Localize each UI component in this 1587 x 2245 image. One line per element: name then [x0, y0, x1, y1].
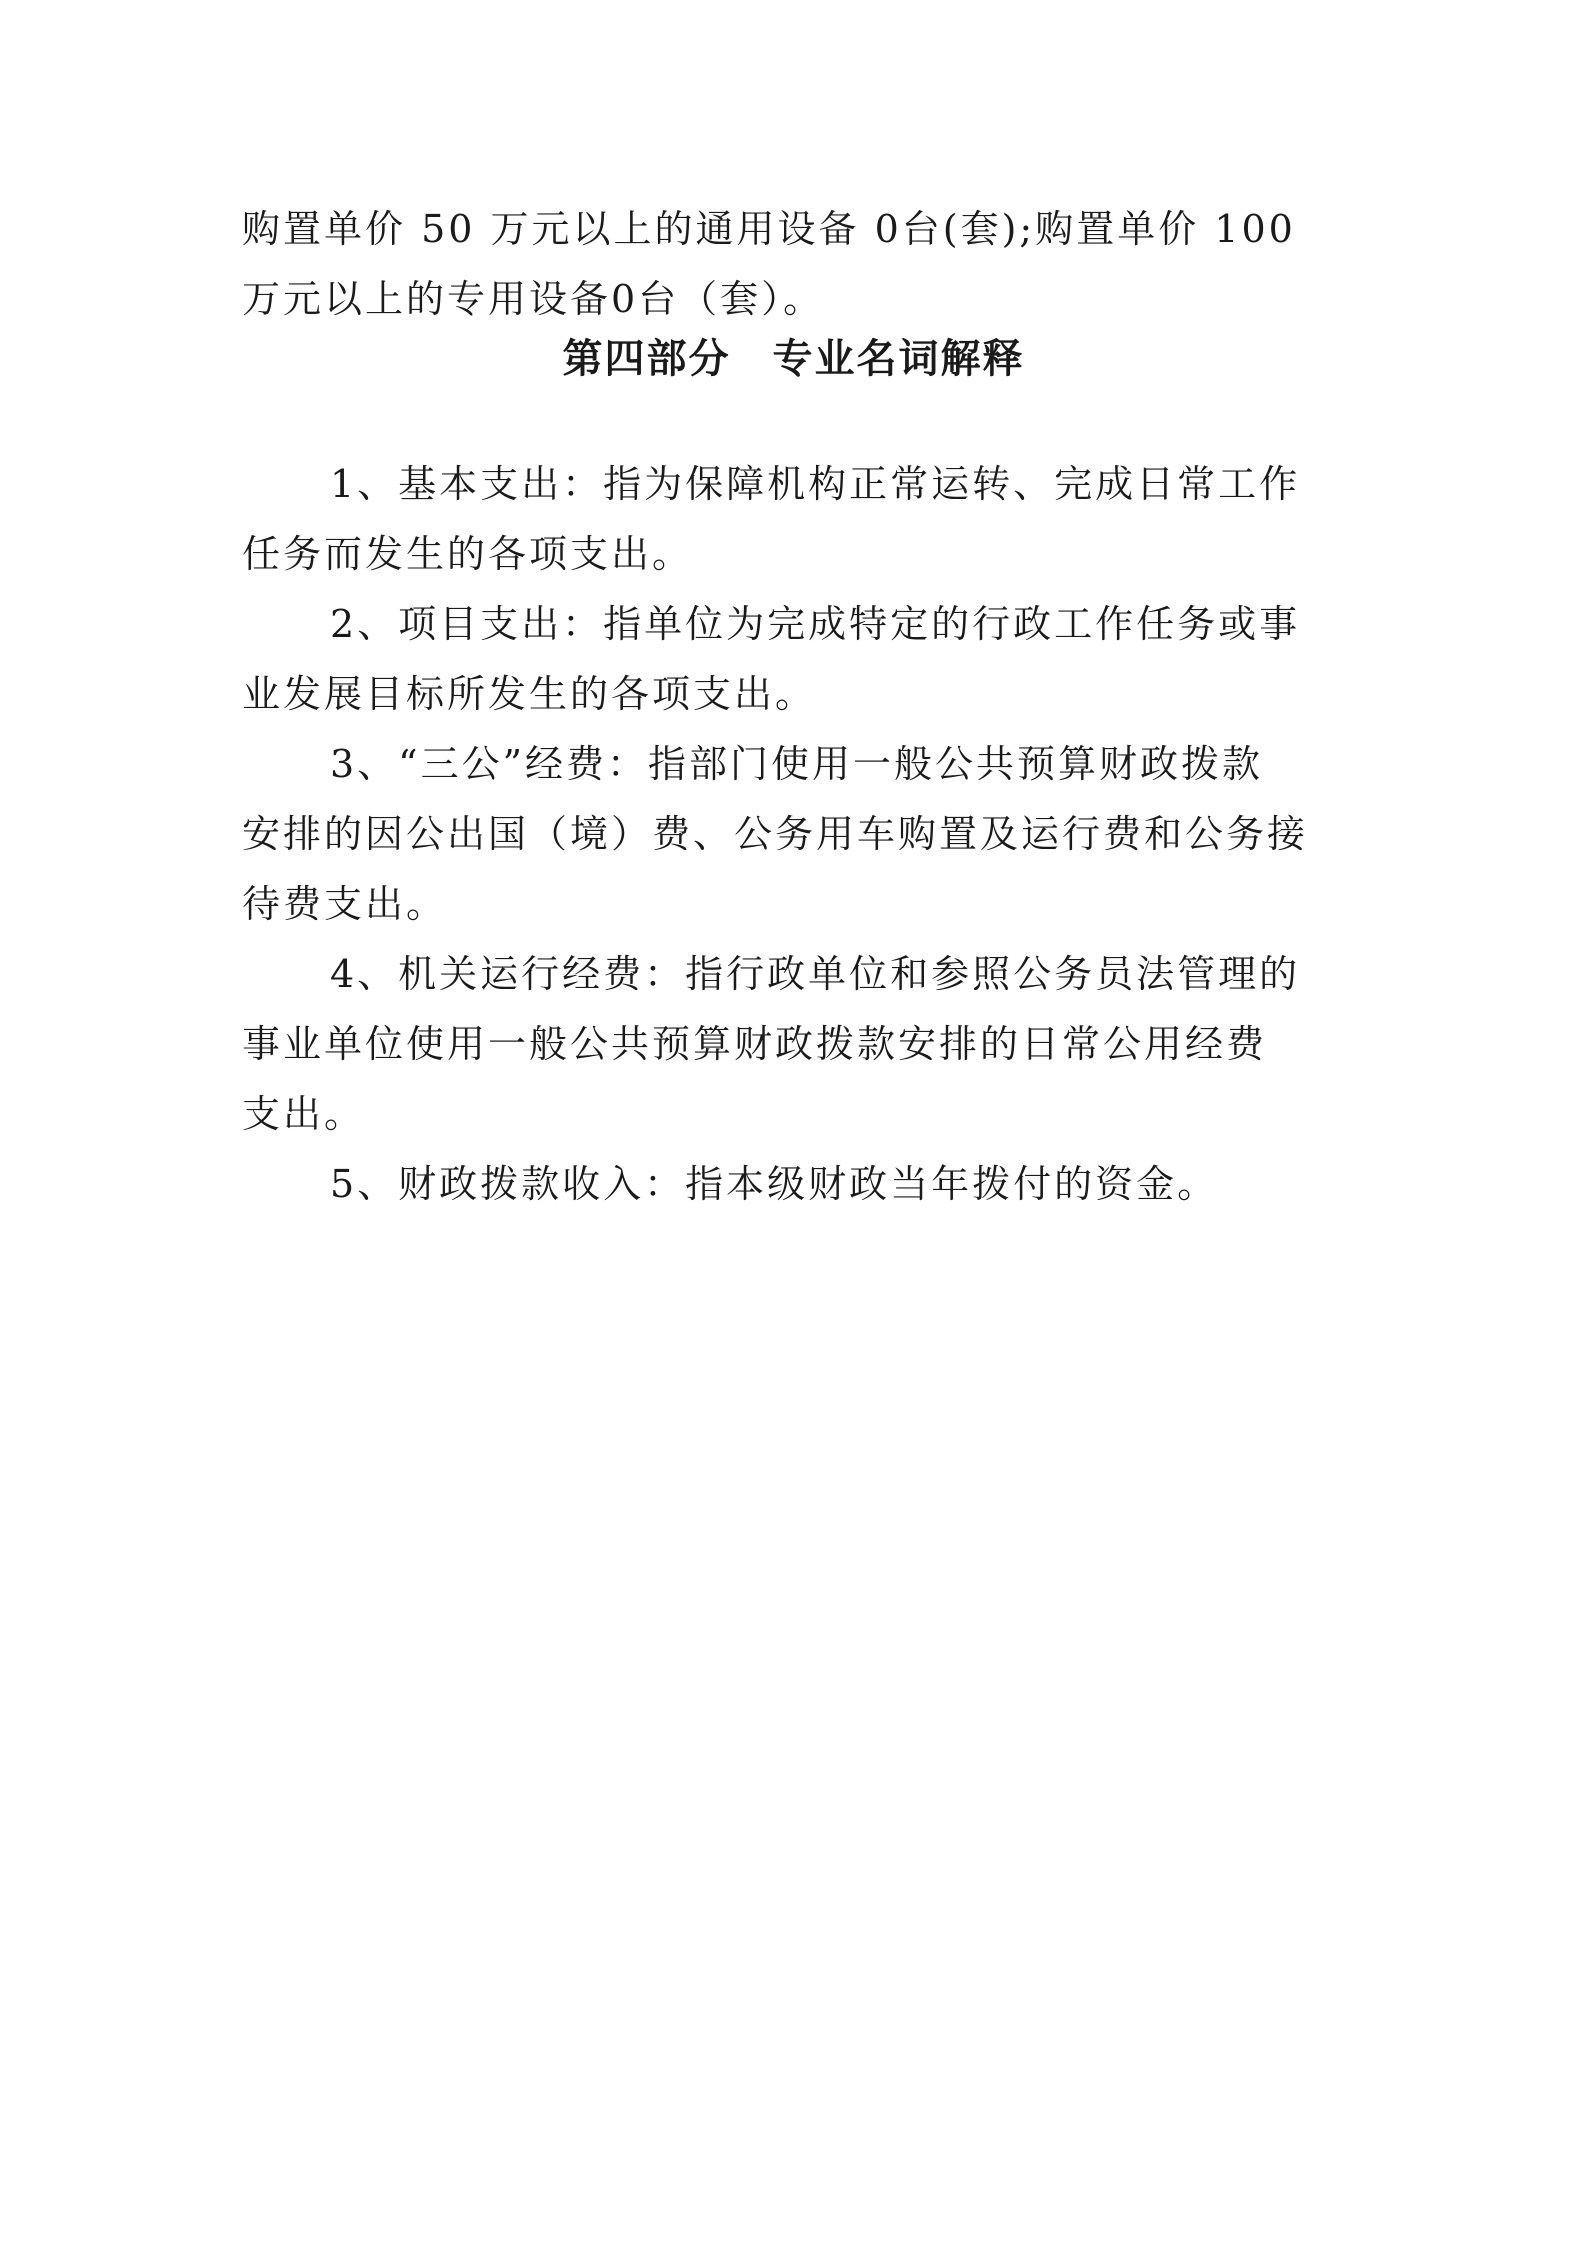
term-3-line-1: 3、“三公”经费：指部门使用一般公共预算财政拨款 — [330, 742, 1264, 786]
term-2-line-1: 2、项目支出：指单位为完成特定的行政工作任务或事 — [330, 602, 1301, 646]
intro-line-2: 万元以上的专用设备0台（套）。 — [242, 277, 825, 321]
term-4-line-2: 事业单位使用一般公共预算财政拨款安排的日常公用经费 — [242, 1022, 1268, 1066]
term-3-line-2: 安排的因公出国（境）费、公务用车购置及运行费和公务接 — [242, 812, 1309, 856]
term-1-line-1: 1、基本支出：指为保障机构正常运转、完成日常工作 — [330, 462, 1301, 506]
term-4-line-1: 4、机关运行经费：指行政单位和参照公务员法管理的 — [330, 952, 1301, 996]
term-1-line-2: 任务而发生的各项支出。 — [242, 532, 694, 576]
term-4-line-3: 支出。 — [242, 1092, 366, 1136]
term-3-line-3: 待费支出。 — [242, 882, 448, 926]
section-heading: 第四部分 专业名词解释 — [562, 335, 1025, 382]
term-5-line-1: 5、财政拨款收入：指本级财政当年拨付的资金。 — [330, 1162, 1219, 1206]
term-2-line-2: 业发展目标所发生的各项支出。 — [242, 672, 817, 716]
intro-line-1: 购置单价 50 万元以上的通用设备 0台(套);购置单价 100 — [242, 207, 1296, 251]
